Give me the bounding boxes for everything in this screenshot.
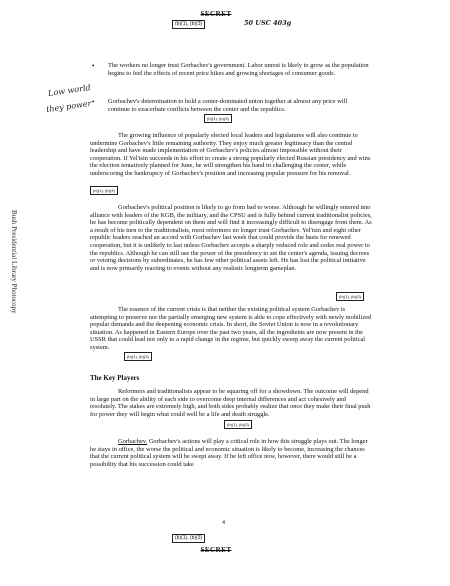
bullet-icon: • — [92, 62, 95, 70]
paragraph-4: Reformers and traditionalists appear to be squaring off for a showdown. The outcome will depend in large part on the ability of each side to overcome deep internal differences and act cohesively and resolutely. The stakes are extremely high, and both sides probably realize that once they make their final push for power they will begin what could well be a life and death struggle. — [90, 388, 371, 418]
paragraph-5 — [90, 438, 373, 468]
margin-note-2: they power — [45, 98, 92, 115]
redaction-box: (b)(1), (b)(3) — [336, 292, 364, 301]
bullet-item-1: The workers no longer trust Gorbachev's government. Labor unrest is likely to grow as the population begins to feel the effects of recent price hikes and growing shortages of consumer goods. — [108, 62, 369, 77]
redaction-box: (b)(1), (b)(3) — [90, 186, 118, 195]
paragraph-1: The growing influence of popularly elected local leaders and legislatures will also continue to undermine Gorbachev's little remaining authority. They enjoy much greater legitimacy than the central leadership and have made implementation of Gorbachev's policies almost impossible without their cooperation. If Yel'tsin succeeds in his effort to create a strong popularly elected Russian presidency and wins the election tentatively planned for June, he will strengthen his hand in challenging the center, while underscoring the bankruptcy of Gorbachev's position and increasing popular pressure for his removal. — [90, 132, 371, 177]
library-stamp: Bush Presidential Library Photocopy — [10, 210, 18, 314]
redaction-box: (b)(1), (b)(3) — [224, 420, 252, 429]
bullet-item-2: Gorbachev's determination to hold a center-dominated union together at almost any price will continue to exacerbate conflicts between the center and the republics. — [108, 98, 348, 113]
redaction-box-header: (b)(1), (b)(3) — [172, 20, 205, 29]
redaction-box: (b)(1), (b)(3) — [204, 114, 232, 123]
classification-top: SECRET — [200, 10, 232, 18]
margin-note-1: Low world — [47, 83, 92, 98]
classification-bottom: SECRET — [200, 546, 232, 554]
paragraph-3: The essence of the current crisis is that neither the existing political system Gorbachev is attempting to preserve nor the partially emerging new system is able to cope effectively with newly mobilized popular demands and the deepening economic crisis. In short, the Soviet Union is now in a revolutionary situation. As happened in Eastern Europe over the past two years, all the ingredients are now present in the USSR that could lead not only to a rapid change in the regime, but quickly sweep away the current political system. — [90, 306, 372, 351]
page-number: 4 — [222, 520, 225, 526]
redaction-box-footer: (b)(1), (b)(3) — [172, 534, 205, 543]
bullet-icon: • — [92, 98, 95, 106]
redaction-box: (b)(1), (b)(3) — [124, 352, 152, 361]
paragraph-5-body: Gorbachev's actions will play a critical role in how this struggle plays out. The longer he stays in office, the worse the political and economic situation is likely to become, increasing the chances that the current political system will be swept away. If he left office now, however, there would still be a possibility that his succession could take — [90, 438, 368, 468]
paragraph-5-lead: Gorbachev. — [118, 438, 148, 445]
paragraph-2: Gorbachev's political position is likely to go from bad to worse. Although he willingly entered into alliance with leaders of the KGB, the military, and the CPSU and is fully behind current traditionalist policies, he has become politically dependent on them and will find it increasingly difficult to disengage from them. As a result of his turn to the traditionalists, most reformers no longer trust Gorbachev. Yel'tsin and eight other republic leaders reached an accord with Gorbachev last week that could provide the basis for renewed cooperation, but it is unlikely to last unless Gorbachev accepts a sharply reduced role and cedes real power to the republics. Although he can still use the power of the presidency to set the center's agenda, issuing decrees or vetoing decisions by subordinates, he has few other political assets left. He has lost the political initiative and is now primarily reacting to events without any realistic longterm gameplan. — [90, 204, 372, 272]
handwritten-citation: 50 USC 403g — [244, 19, 292, 27]
section-heading: The Key Players — [90, 374, 140, 382]
